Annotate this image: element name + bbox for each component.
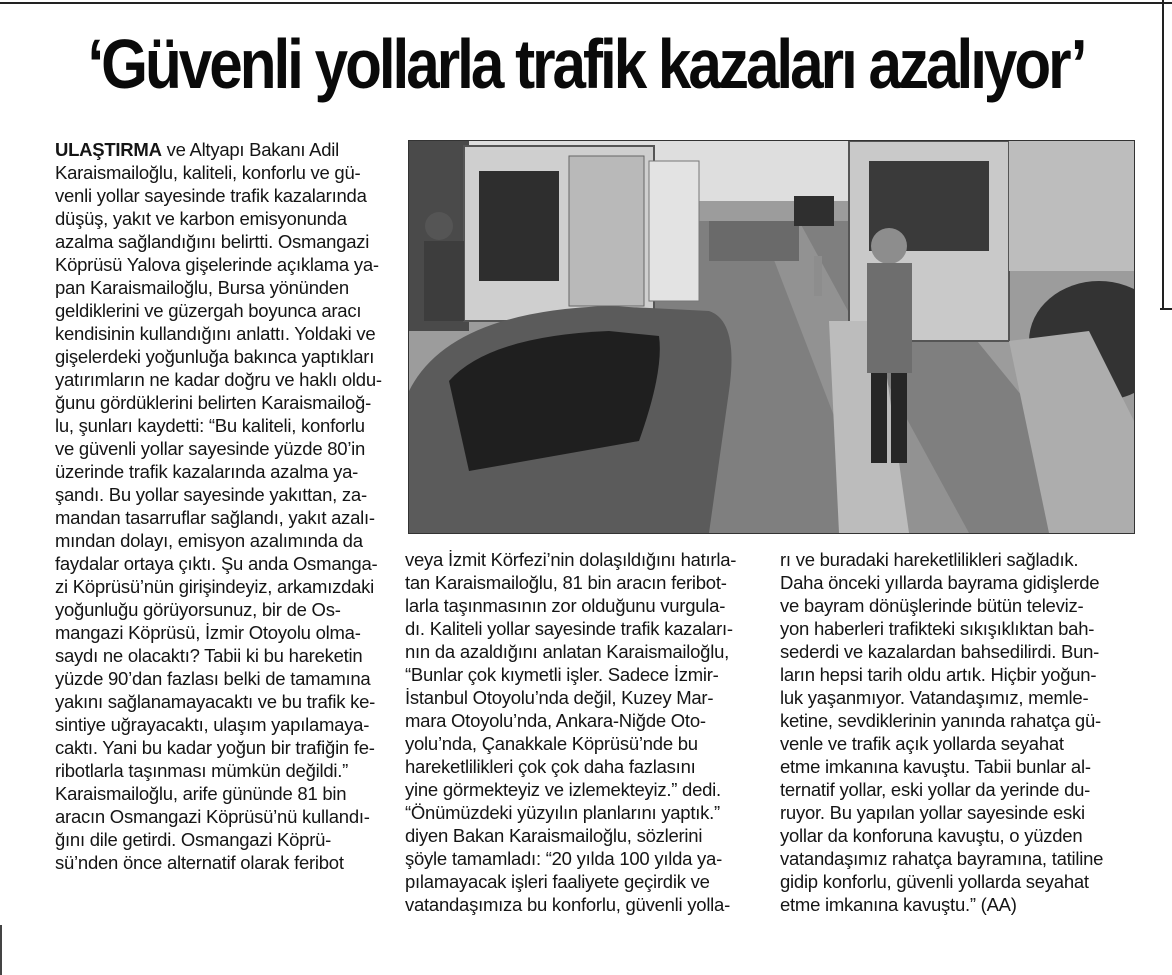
text-line: etme imkanına kavuştu. Tabii bunlar al- <box>780 756 1091 777</box>
text-line: yüzde 90’dan fazlası belki de tamamına <box>55 668 371 689</box>
toll-booth-photo-icon <box>409 141 1134 533</box>
lead-rest: ve Altyapı Bakanı Adil <box>161 139 339 160</box>
text-line: mandan tasarruflar sağlandı, yakıt azalı- <box>55 507 375 528</box>
news-photo <box>408 140 1135 534</box>
text-line: gişelerdeki yoğunluğa bakınca yaptıkları <box>55 346 375 367</box>
text-line: yollar da konforuna kavuştu, o yüzden <box>780 825 1083 846</box>
text-line: larla taşınmasının zor olduğunu vurgula- <box>405 595 726 616</box>
text-line: tan Karaismailoğlu, 81 bin aracın feribot- <box>405 572 727 593</box>
text-line: pılamayacak işleri faaliyete geçirdik ve <box>405 871 710 892</box>
text-line: ketine, sevdiklerinin yanında rahatça gü- <box>780 710 1101 731</box>
text-line: aracın Osmangazi Köprüsü’nü kullandı- <box>55 806 370 827</box>
text-line: diyen Bakan Karaismailoğlu, sözlerini <box>405 825 703 846</box>
text-line: rı ve buradaki hareketlilikleri sağladık. <box>780 549 1079 570</box>
text-line: ğını dile getirdi. Osmangazi Köprü- <box>55 829 332 850</box>
text-line: sederdi ve kazalardan bahsedilirdi. Bun- <box>780 641 1100 662</box>
text-line: venli yollar sayesinde trafik kazalarında <box>55 185 367 206</box>
text-line: hareketlilikleri çok çok daha fazlasını <box>405 756 696 777</box>
text-line: “Bunlar çok kıymetli işler. Sadece İzmir- <box>405 664 719 685</box>
text-line: azalma sağlandığını belirtti. Osmangazi <box>55 231 370 252</box>
text-line: caktı. Yani bu kadar yoğun bir trafiğin fe- <box>55 737 375 758</box>
text-line: vatandaşımıza bu konforlu, güvenli yolla- <box>405 894 730 915</box>
text-line: ribotlarla taşınması mümkün değildi.” <box>55 760 349 781</box>
text-line: yakını sağlanamayacaktı ve bu trafik ke- <box>55 691 376 712</box>
text-line: Karaismailoğlu, arife gününde 81 bin <box>55 783 347 804</box>
left-margin-rule <box>0 925 2 975</box>
column-1-lines <box>55 161 400 874</box>
article-column-3 <box>780 548 1160 916</box>
text-line: lu, şunları kaydetti: “Bu kaliteli, konforlu <box>55 415 365 436</box>
text-line: Köprüsü Yalova gişelerinde açıklama ya- <box>55 254 379 275</box>
text-line: etme imkanına kavuştu.” (AA) <box>780 894 1017 915</box>
text-line: yon haberleri trafikteki sıkışıklıktan bah- <box>780 618 1095 639</box>
text-line: ların hepsi tarih oldu artık. Hiçbir yoğun- <box>780 664 1097 685</box>
text-line: yoğunluğu görüyorsunuz, bir de Os- <box>55 599 341 620</box>
text-line: ve bayram dönüşlerinde bütün televiz- <box>780 595 1084 616</box>
text-line: zi Köprüsü’nün girişindeyiz, arkamızdaki <box>55 576 375 597</box>
text-line: kendisinin kullandığını anlattı. Yoldaki ve <box>55 323 376 344</box>
lead-word: ULAŞTIRMA <box>55 139 162 160</box>
text-line: “Önümüzdeki yüzyılın planlarını yaptık.” <box>405 802 720 823</box>
column-2-lines <box>405 548 775 916</box>
text-line: ternatif yollar, eski yollar da yerinde du- <box>780 779 1091 800</box>
text-line: şöyle tamamladı: “20 yılda 100 yılda ya- <box>405 848 722 869</box>
lead-line <box>55 138 400 161</box>
text-line: mangazi Köprüsü, İzmir Otoyolu olma- <box>55 622 361 643</box>
text-line: gidip konforlu, güvenli yollarda seyahat <box>780 871 1089 892</box>
headline: ‘Güvenli yollarla trafik kazaları azalıyor’ <box>87 25 1085 103</box>
text-line: sintiye uğrayacaktı, ulaşım yapılamaya- <box>55 714 370 735</box>
article-column-1 <box>55 138 400 874</box>
text-line: yolu’nda, Çanakkale Köprüsü’nde bu <box>405 733 698 754</box>
text-line: düşüş, yakıt ve karbon emisyonunda <box>55 208 347 229</box>
article-column-2 <box>405 548 775 916</box>
text-line: faydalar ortaya çıktı. Şu anda Osmanga- <box>55 553 378 574</box>
text-line: vatandaşımız rahatça bayramına, tatiline <box>780 848 1104 869</box>
text-line: ruyor. Bu yapılan yollar sayesinde eski <box>780 802 1085 823</box>
text-line: ğunu gördüklerini belirten Karaismailoğ- <box>55 392 371 413</box>
text-line: pan Karaismailoğlu, Bursa yönünden <box>55 277 349 298</box>
side-frame-rule-corner <box>1160 308 1172 310</box>
text-line: veya İzmit Körfezi’nin dolaşıldığını hatırla- <box>405 549 737 570</box>
text-line: mara Otoyolu’nda, Ankara-Niğde Oto- <box>405 710 706 731</box>
text-line: şandı. Bu yollar sayesinde yakıttan, za- <box>55 484 367 505</box>
text-line: sü’nden önce alternatif olarak feribot <box>55 852 344 873</box>
text-line: yatırımların ne kadar doğru ve haklı oldu- <box>55 369 382 390</box>
text-line: Karaismailoğlu, kaliteli, konforlu ve gü- <box>55 162 361 183</box>
text-line: ve güvenli yollar sayesinde yüzde 80’in <box>55 438 366 459</box>
text-line: venle ve trafik açık yollarda seyahat <box>780 733 1064 754</box>
top-rule <box>0 2 1172 4</box>
text-line: geldiklerini ve güzergah boyunca aracı <box>55 300 362 321</box>
text-line: İstanbul Otoyolu’nda değil, Kuzey Mar- <box>405 687 714 708</box>
column-3-lines <box>780 548 1160 916</box>
side-frame-rule <box>1162 0 1164 310</box>
text-line: mından dolayı, emisyon azalımında da <box>55 530 363 551</box>
text-line: nın da azaldığını anlatan Karaismailoğlu, <box>405 641 729 662</box>
text-line: üzerinde trafik kazalarında azalma ya- <box>55 461 359 482</box>
text-line: dı. Kaliteli yollar sayesinde trafik kazaları- <box>405 618 733 639</box>
text-line: luk yaşanmıyor. Vatandaşımız, memle- <box>780 687 1089 708</box>
text-line: Daha önceki yıllarda bayrama gidişlerde <box>780 572 1100 593</box>
text-line: yine görmekteyiz ve izlemekteyiz.” dedi. <box>405 779 721 800</box>
text-line: saydı ne olacaktı? Tabii ki bu hareketin <box>55 645 363 666</box>
